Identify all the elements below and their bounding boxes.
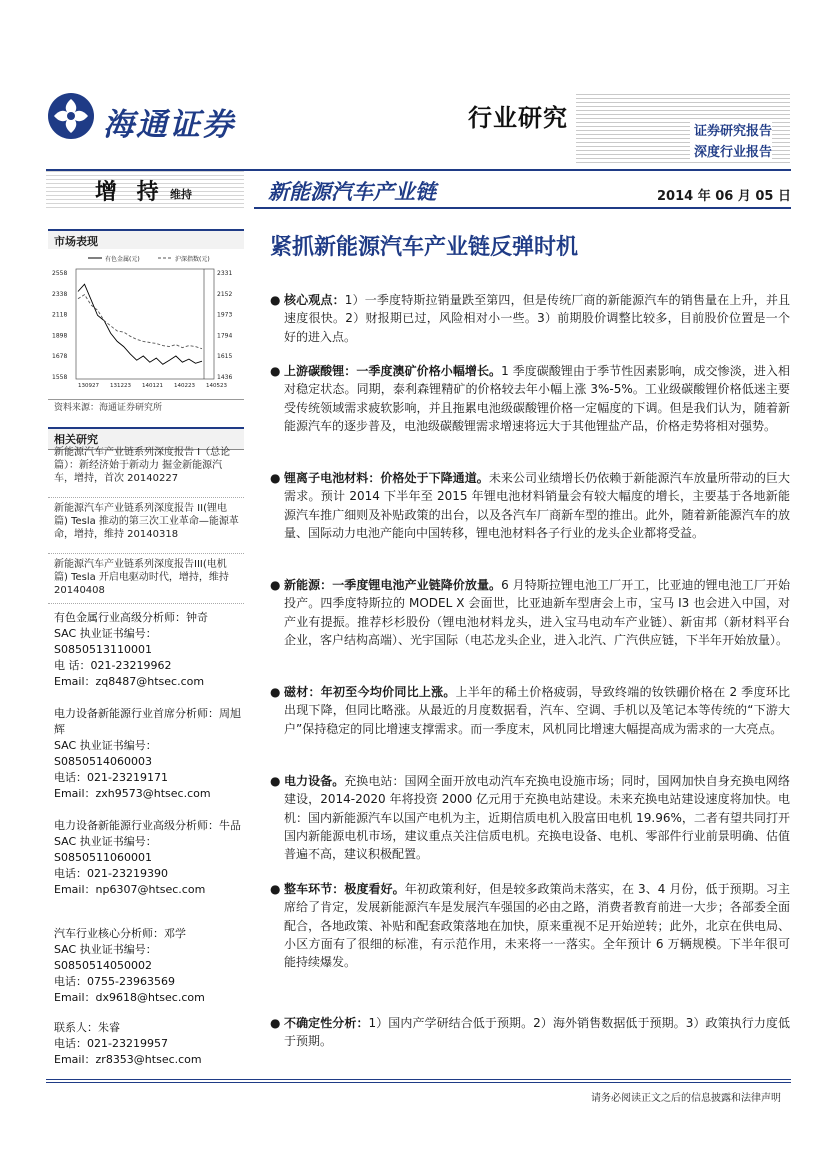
y-right-tick-label: 2152	[217, 290, 233, 298]
legend-label: 有色金属(元)	[105, 256, 140, 263]
y-left-tick-label: 1678	[52, 353, 68, 361]
company-logo-icon	[48, 93, 94, 139]
bullet-item	[270, 880, 790, 971]
bullet-dot-icon: ●	[270, 882, 281, 896]
analyst-sac-no: S0850513110001	[54, 643, 152, 656]
report-type: 行业研究	[468, 98, 572, 133]
bullet-text: 年初政策利好，但是较多政策尚未落实，在 3、4 月份，低于预期。习主席给了肯定，发展新能源汽车是发展汽车强国的必由之路，消费者教育前进一大步；各部委全面配合，各地政策、补贴和配套政策落地在加快，原来重视不足开始逆转；此外，北京在供电局、小区方面有了很细的标准，有示范作用，未来将一一落实。全年预计 6 万辆规模。下半年很可能持续爆发。	[284, 882, 790, 970]
bullet-head: 新能源：一季度锂电池产业链降价放量。	[284, 578, 502, 592]
analyst-email[interactable]: Email：np6307@htsec.com	[54, 883, 206, 896]
report-subtype-1: 证券研究报告	[690, 120, 772, 139]
y-right-tick-label: 1436	[217, 374, 233, 381]
related-heading: 相关研究	[48, 427, 244, 450]
market-chart-svg	[48, 249, 244, 399]
bullet-dot-icon: ●	[270, 578, 281, 592]
bullet-item	[270, 772, 790, 863]
bullet-text: 未来公司业绩增长仍依赖于新能源汽车放量所带动的巨大需求。预计 2014 下半年至 2015 年锂电池材料销量会有较大幅度的增长，主要基于各地新能源汽车推广细则及补贴政策的出台，以及各汽车厂商新车型的推出。此外，随着新能源汽车的放量、国际动力电池产能向中国转移，锂电池材料各子行业的龙头企业都将受益。	[284, 471, 790, 540]
y-right-tick-label: 1615	[217, 353, 233, 361]
report-subtype-2: 深度行业报告	[690, 141, 772, 160]
bullet-item	[270, 362, 790, 435]
analyst-email[interactable]: Email：zxh9573@htsec.com	[54, 787, 211, 800]
bullet-text: 上半年的稀土价格疲弱，导致终端的钕铁硼价格在 2 季度环比出现下降，但同比略涨。从最近的月度数据看，汽车、空调、手机以及笔记本等传统的“下游大户”保持稳定的同比增速支撑需求。而一季度末，风机同比增速大幅提高成为需求的一大亮点。	[284, 685, 790, 736]
y-left-tick-label: 1558	[52, 374, 68, 381]
related-divider	[48, 603, 244, 605]
analyst-sac-no: S0850514060003	[54, 755, 152, 768]
bullet-dot-icon: ●	[270, 774, 281, 788]
related-divider	[48, 553, 244, 555]
rating-label: 增 持	[95, 179, 165, 205]
y-right-tick-label: 2331	[217, 270, 233, 277]
rating-sub: 维持	[170, 188, 192, 201]
bullet-dot-icon: ●	[270, 364, 281, 378]
bullet-dot-icon: ●	[270, 471, 281, 485]
bullet-item	[270, 1014, 790, 1051]
analyst-title: 电力设备新能源行业首席分析师：周旭辉	[54, 707, 241, 736]
analyst-email[interactable]: Email：dx9618@htsec.com	[54, 991, 205, 1004]
bullet-item	[270, 683, 790, 738]
related-item[interactable]: 新能源汽车产业链系列深度报告 I（总论篇）：新经济始于新动力 掘金新能源汽车，增持，首次 20140227	[54, 447, 231, 484]
bullet-head: 锂离子电池材料：价格处于下降通道。	[284, 471, 489, 485]
bullet-dot-icon: ●	[270, 685, 281, 699]
analyst-sac-label: SAC 执业证书编号：	[54, 627, 157, 640]
bullet-text: 6 月特斯拉锂电池工厂开工，比亚迪的锂电池工厂开始投产。四季度特斯拉的 MODEL X 会面世，比亚迪新车型唐会上市，宝马 I3 也会进入中国，对产业有提振。推荐杉杉股份（锂电池材料龙头，进入宝马电动车产业链）、新宙邦（新材料平台企业，客户结构高端）、光宇国际（电芯龙头企业，进入北汽、广汽供应链，下半年开始放量）。	[284, 578, 790, 647]
contact-name: 联系人：朱睿	[54, 1021, 120, 1034]
chart-source: 资料来源：海通证券研究所	[54, 403, 163, 413]
analyst-phone: 电话：021-23219171	[54, 771, 168, 784]
footer-divider	[46, 1082, 791, 1083]
analyst-block	[54, 926, 244, 1006]
analyst-title: 有色金属行业高级分析师：钟奇	[54, 611, 208, 624]
contact-block	[54, 1020, 244, 1068]
report-title: 紧抓新能源汽车产业链反弹时机	[270, 234, 579, 260]
y-left-tick-label: 2558	[52, 270, 68, 277]
company-logo-text: 海通证券	[103, 107, 235, 143]
legend-label: 沪深指数(元)	[175, 256, 210, 263]
x-tick-label: 131223	[110, 383, 131, 389]
market-heading: 市场表现	[48, 229, 244, 252]
contact-phone: 电话：021-23219957	[54, 1037, 168, 1050]
y-left-tick-label: 1898	[52, 332, 68, 340]
analyst-block	[54, 610, 244, 690]
analyst-phone: 电话：0755-23963569	[54, 975, 175, 988]
contact-email[interactable]: Email：zr8353@htsec.com	[54, 1053, 202, 1066]
related-item[interactable]: 新能源汽车产业链系列深度报告 II(锂电篇) Tesla 推动的第三次工业革命—能源革命，增持，维持 20140318	[54, 503, 239, 540]
footer-disclaimer[interactable]: 请务必阅读正文之后的信息披露和法律声明	[591, 1093, 781, 1104]
related-item[interactable]: 新能源汽车产业链系列深度报告III(电机篇) Tesla 开启电驱动时代，增持，维持 20140408	[54, 559, 229, 596]
bullet-item	[270, 469, 790, 542]
report-date: 2014 年 06 月 05 日	[657, 189, 791, 204]
analyst-sac-label: SAC 执业证书编号：	[54, 943, 157, 956]
bullet-text: 1）一季度特斯拉销量跌至第四，但是传统厂商的新能源汽车的销售量在上升，并且速度很快。2）财报期已过，风险相对小一些。3）前期股价调整比较多，目前股价位置是一个好的进入点。	[284, 293, 790, 344]
analyst-sac-label: SAC 执业证书编号：	[54, 835, 157, 848]
x-tick-label: 140523	[206, 383, 227, 389]
x-tick-label: 130927	[78, 383, 99, 389]
bullet-text: 1 季度碳酸锂由于季节性因素影响，成交惨淡，进入相对稳定状态。同期，泰利森锂精矿的价格较去年小幅上涨 3%-5%。工业级碳酸锂价格低迷主要受传统领域需求疲软影响，并且拖累电池级碳酸锂价格一定幅度的下调。但是我们认为，随着新能源汽车的逐步普及，电池级碳酸锂需求增速将远大于其他锂盐产品，价格走势将相对强势。	[284, 364, 790, 433]
analyst-block	[54, 818, 244, 898]
related-divider	[48, 497, 244, 499]
sector-name: 新能源汽车产业链	[268, 179, 436, 204]
x-tick-label: 140121	[142, 383, 163, 389]
bullet-head: 不确定性分析：	[284, 1016, 369, 1030]
bullet-dot-icon: ●	[270, 1016, 281, 1030]
analyst-email[interactable]: Email：zq8487@htsec.com	[54, 675, 205, 688]
bullet-head: 核心观点：	[284, 293, 345, 307]
analyst-title: 汽车行业核心分析师：邓学	[54, 927, 186, 940]
analyst-title: 电力设备新能源行业高级分析师：牛品	[54, 819, 241, 832]
bullet-text: 1）国内产学研结合低于预期。2）海外销售数据低于预期。3）政策执行力度低于预期。	[284, 1016, 790, 1049]
bullet-item	[270, 291, 790, 346]
analyst-sac-label: SAC 执业证书编号：	[54, 739, 157, 752]
footer-divider	[46, 1079, 791, 1080]
y-left-tick-label: 2338	[52, 290, 68, 298]
bullet-item	[270, 576, 790, 649]
bullet-head: 整车环节：极度看好。	[284, 882, 405, 896]
y-right-tick-label: 1973	[217, 311, 233, 319]
bullet-head: 电力设备。	[284, 774, 345, 788]
analyst-sac-no: S0850514050002	[54, 959, 152, 972]
bullet-text: 充换电站：国网全面开放电动汽车充换电设施市场；同时，国网加快自身充换电网络建设，2014-2020 年将投资 2000 亿元用于充换电站建设。未来充换电站建设速度将加快。电机：国内新能源汽车以国产电机为主，近期信质电机入股富田电机 19.96%，二者有望共同打开国内新能源电机市场，建议重点关注信质电机。充换电设备、电机、零部件行业前景明确、估值普遍不高，建议积极配置。	[284, 774, 790, 862]
bullet-head: 上游碳酸锂：一季度澳矿价格小幅增长。	[284, 364, 502, 378]
bullet-dot-icon: ●	[270, 293, 281, 307]
y-left-tick-label: 2118	[52, 311, 68, 319]
analyst-sac-no: S0850511060001	[54, 851, 152, 864]
sector-divider	[254, 207, 791, 209]
market-chart	[48, 249, 244, 400]
x-tick-label: 140223	[174, 383, 195, 389]
analyst-phone: 电话：021-23219390	[54, 867, 168, 880]
y-right-tick-label: 1794	[217, 332, 233, 340]
analyst-phone: 电 话：021-23219962	[54, 659, 172, 672]
analyst-block	[54, 706, 244, 802]
bullet-head: 磁材：年初至今均价同比上涨。	[284, 685, 456, 699]
